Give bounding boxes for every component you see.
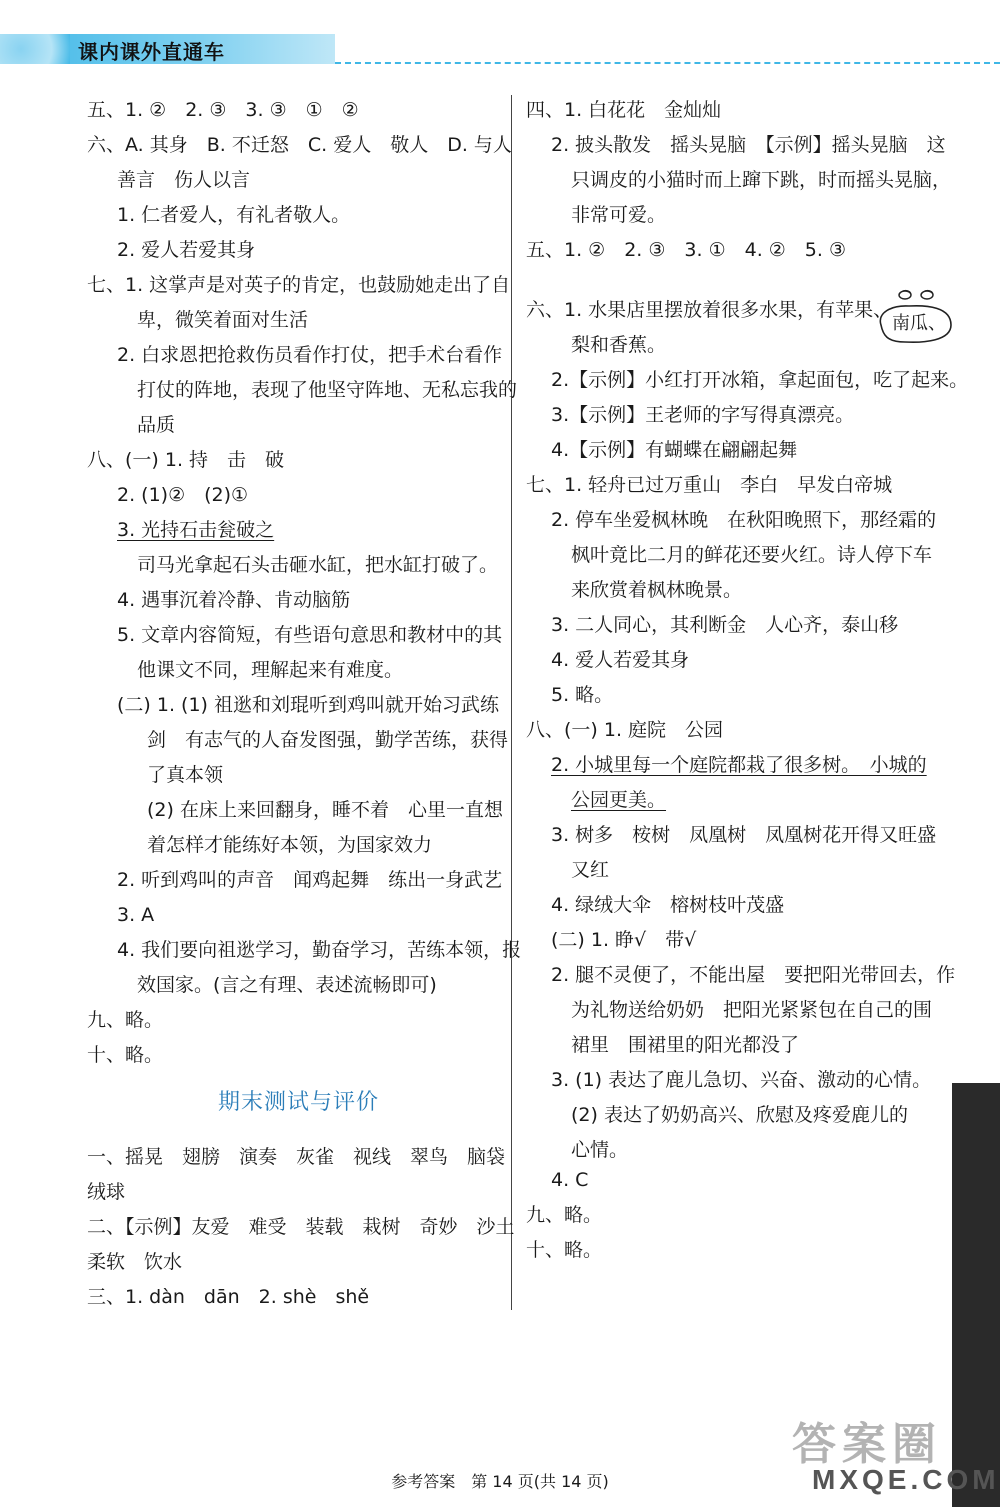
answer-line: 十、略。: [526, 1239, 603, 1261]
answer-line: 4. 绿绒大伞 榕树枝叶茂盛: [551, 894, 785, 916]
answer-line: 六、A. 其身 B. 不迁怒 C. 爱人 敬人 D. 与人: [87, 134, 512, 156]
answer-line: 着怎样才能练好本领，为国家效力: [147, 834, 433, 856]
answer-line: 枫叶竟比二月的鲜花还要火红。诗人停下车: [571, 544, 933, 566]
answer-line-underlined: 2. 小城里每一个庭院都栽了很多树。 小城的: [551, 754, 927, 776]
answer-line: 裙里 围裙里的阳光都没了: [571, 1034, 800, 1056]
answer-line: 4. C: [551, 1169, 589, 1191]
answer-line: 八、(一) 1. 庭院 公园: [526, 719, 724, 741]
answer-line: 六、1. 水果店里摆放着很多水果，有苹果、: [526, 299, 893, 321]
answer-line: 3. 树多 桉树 凤凰树 凤凰树花开得又旺盛: [551, 824, 937, 846]
answer-line: 3.【示例】王老师的字写得真漂亮。: [551, 404, 855, 426]
answer-line: 梨和香蕉。: [571, 334, 667, 356]
section-title: 期末测试与评价: [218, 1090, 380, 1115]
bubble-text: 南瓜、: [892, 313, 946, 334]
watermark-domain: MXQE.COM: [812, 1464, 1000, 1495]
answer-line: 十、略。: [87, 1044, 164, 1066]
answer-line: 九、略。: [87, 1009, 164, 1031]
answer-line: 打仗的阵地，表现了他坚守阵地、无私忘我的: [137, 379, 518, 401]
answer-line: 2. 披头散发 摇头晃脑 【示例】摇头晃脑 这: [551, 134, 946, 156]
answer-line: 七、1. 轻舟已过万重山 李白 早发白帝城: [526, 474, 893, 496]
answer-line: 七、1. 这掌声是对英子的肯定，也鼓励她走出了自: [87, 274, 511, 296]
header-title: 课内课外直通车: [78, 40, 225, 64]
answer-line: 5. 略。: [551, 684, 614, 706]
page-footer: 参考答案 第 14 页(共 14 页): [391, 1472, 609, 1491]
header-divider: [335, 62, 1000, 64]
answer-line: 卑，微笑着面对生活: [137, 309, 309, 331]
answer-line: 2.【示例】小红打开冰箱，拿起面包，吃了起来。: [551, 369, 969, 391]
answer-line: 只调皮的小猫时而上蹿下跳，时而摇头晃脑，: [571, 169, 952, 191]
watermark-logo-text: 答案圈: [792, 1419, 942, 1470]
answer-line: 三、1. dàn dān 2. shè shě: [87, 1286, 370, 1308]
answer-line: 柔软 饮水: [87, 1251, 183, 1273]
answer-line: 心情。: [571, 1139, 629, 1161]
answer-line: 二、【示例】友爱 难受 装载 栽树 奇妙 沙土: [87, 1216, 515, 1238]
answer-line: (2) 表达了奶奶高兴、欣慰及疼爱鹿儿的: [571, 1104, 908, 1126]
answer-line: 2. 听到鸡叫的声音 闻鸡起舞 练出一身武艺: [117, 869, 503, 891]
answer-line-underlined: 公园更美。: [571, 789, 667, 811]
answer-line: 品质: [137, 414, 176, 436]
answer-line: 2. 爱人若爱其身: [117, 239, 256, 261]
answer-line: 了真本领: [147, 764, 224, 786]
answer-line: 五、1. ② 2. ③ 3. ③ ① ②: [87, 99, 359, 121]
answer-line: 来欣赏着枫林晚景。: [571, 579, 743, 601]
answer-line: 一、摇晃 翅膀 演奏 灰雀 视线 翠鸟 脑袋: [87, 1146, 506, 1168]
column-divider: [511, 95, 512, 1310]
answer-line: (二) 1. 睁√ 带√: [551, 929, 697, 951]
answer-line-underlined: 3. 光持石击瓮破之: [117, 519, 275, 541]
answer-line: 又红: [571, 859, 610, 881]
answer-line: 2. 白求恩把抢救伤员看作打仗，把手术台看作: [117, 344, 503, 366]
answer-line: 剑 有志气的人奋发图强，勤学苦练，获得: [147, 729, 509, 751]
answer-line: 四、1. 白花花 金灿灿: [526, 99, 722, 121]
answer-line: 2. 腿不灵便了，不能出屋 要把阳光带回去，作: [551, 964, 956, 986]
answer-line: 他课文不同，理解起来有难度。: [137, 659, 404, 681]
answer-line: 4. 爱人若爱其身: [551, 649, 690, 671]
answer-line: 3. (1) 表达了鹿儿急切、兴奋、激动的心情。: [551, 1069, 932, 1091]
answer-line: 效国家。(言之有理、表述流畅即可): [137, 974, 437, 996]
answer-line: 2. (1)② (2)①: [117, 484, 249, 506]
answer-line: 4.【示例】有蝴蝶在翩翩起舞: [551, 439, 798, 461]
answer-line: 1. 仁者爱人，有礼者敬人。: [117, 204, 351, 226]
answer-line: 九、略。: [526, 1204, 603, 1226]
answer-line: 2. 停车坐爱枫林晚 在秋阳晚照下，那经霜的: [551, 509, 937, 531]
answer-line: (2) 在床上来回翻身，睡不着 心里一直想: [147, 799, 503, 821]
answer-line: 善言 伤人以言: [117, 169, 251, 191]
answer-line: 3. A: [117, 904, 155, 926]
answer-line: 五、1. ② 2. ③ 3. ① 4. ② 5. ③: [526, 239, 847, 261]
answer-line: 5. 文章内容简短，有些语句意思和教材中的其: [117, 624, 503, 646]
answer-line: 3. 二人同心，其利断金 人心齐，泰山移: [551, 614, 899, 636]
answer-line: (二) 1. (1) 祖逖和刘琨听到鸡叫就开始习武练: [117, 694, 499, 716]
handwritten-bubble: [875, 287, 955, 345]
answer-line: 为礼物送给奶奶 把阳光紧紧包在自己的围: [571, 999, 933, 1021]
answer-line: 八、(一) 1. 持 击 破: [87, 449, 285, 471]
answer-line: 4. 遇事沉着冷静、肯动脑筋: [117, 589, 351, 611]
answer-line: 4. 我们要向祖逖学习，勤奋学习，苦练本领，报: [117, 939, 522, 961]
answer-line: 非常可爱。: [571, 204, 667, 226]
answer-line: 司马光拿起石头击砸水缸，把水缸打破了。: [137, 554, 499, 576]
answer-line: 绒球: [87, 1181, 126, 1203]
